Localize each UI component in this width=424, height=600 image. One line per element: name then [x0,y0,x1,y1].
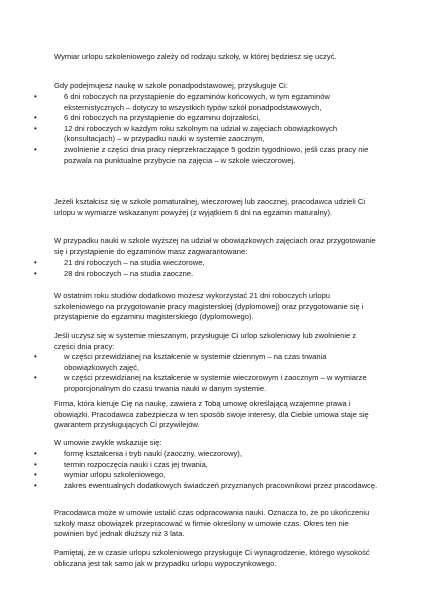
list-item: • 12 dni roboczych w każdym roku szkolnym na udział w zajęciach obowiązkowych (konsultacjach) – w przypadku nauki w systemie zaocznym, [48,124,378,145]
paragraph-university: W przypadku nauki w szkole wyższej na udział w obowiązkowych zajęciach oraz przygotowanie się i przystąpienie do egzaminów masz zagwarantowane: [54,236,376,256]
list-item: • 6 dni roboczych na przystąpienie do egzaminów końcowych, w tym egzaminów eksternistycznych – dotyczy to wszystkich typów szkół ponadpodstawowych, [48,92,378,113]
list-item: • w części przewidzianej na kształcenie w systemie wieczorowym i zaocznym – w wymiarze proporcjonalnym do czasu trwania nauki w danym systemie. [48,373,378,394]
list-item: • zakres ewentualnych dodatkowych świadczeń przyznanych pracownikowi przez pracodawcę. [48,481,378,492]
paragraph-remuneration: Pamiętaj, że w czasie urlopu szkoleniowego przysługuje Ci wynagrodzenie, którego wysokość obliczana jest tak samo jak w przypadku urlopu wypoczynkowego. [54,548,370,568]
list-item: • w części przewidzianej na kształcenie w systemie dziennym – na czas trwania obowiązkowych zajęć, [48,352,378,373]
list-item: • termin rozpoczęcia nauki i czas jej trwania, [48,460,378,471]
paragraph-final-year: W ostatnim roku studiów dodatkowo możesz wykorzystać 21 dni roboczych urlopu szkoleniowego na przygotowanie pracy magisterskiej (dyplomowej) oraz przygotowanie się i przystąpienie do egzaminu magisterskiego (dyplomowego). [54,291,364,322]
paragraph-mixed-system: Jeśli uczysz się w systemie mieszanym, przysługuje Ci urlop szkoleniowy lub zwolnienie z części dnia pracy: [54,331,357,351]
university-list [48,258,378,279]
list-item: • zwolnienie z części dnia pracy nieprzekraczające 5 godzin tygodniowo, jeśli czas pracy nie pozwala na punktualne przybycie na zajęcia – w szkole wieczorowej. [48,145,378,166]
list-item: • 28 dni roboczych – na studia zaoczne. [48,269,378,280]
paragraph-secondary-school: Gdy podejmujesz naukę w szkole ponadpodstawowej, przysługuje Ci: [54,81,288,90]
list-item: • 6 dni roboczych na przystąpienie do egzaminu dojrzałości, [48,113,378,124]
list-item: • wymiar urlopu szkoleniowego, [48,470,378,481]
paragraph-intro: Wymiar urlopu szkoleniowego zależy od rodzaju szkoły, w której będziesz się uczyć. [54,52,337,61]
paragraph-agreement-contents: W umowie zwykle wskazuje się: [54,438,162,447]
mixed-system-list [48,352,378,394]
agreement-list [48,449,378,491]
secondary-school-list [48,92,378,166]
list-item: • formę kształcenia i tryb nauki (zaoczny, wieczorowy), [48,449,378,460]
paragraph-post-secondary: Jeżeli kształcisz się w szkole pomaturalnej, wieczorowej lub zaocznej, pracodawca udzieli Ci urlopu w wymiarze wskazanym powyżej (z wyjątkiem 6 dni na egzamin maturalny). [54,197,366,217]
list-item: • 21 dni roboczych – na studia wieczorowe, [48,258,378,269]
paragraph-employer-agreement: Firma, która kieruje Cię na naukę, zawiera z Tobą umowę określającą wzajemne prawa i obowiązki. Pracodawca zabezpiecza w ten sposób swoje interesy, dla Ciebie umowa staje się gwarantem przysługujących Ci przywilejów. [54,399,369,430]
paragraph-work-obligation: Pracodawca może w umowie ustalić czas odpracowania nauki. Oznacza to, że po ukończeniu szkoły masz obowiązek przepracować w firmie określony w umowie czas. Okres ten nie powinien być jednak dłuższy niż 3 lata. [54,508,370,539]
